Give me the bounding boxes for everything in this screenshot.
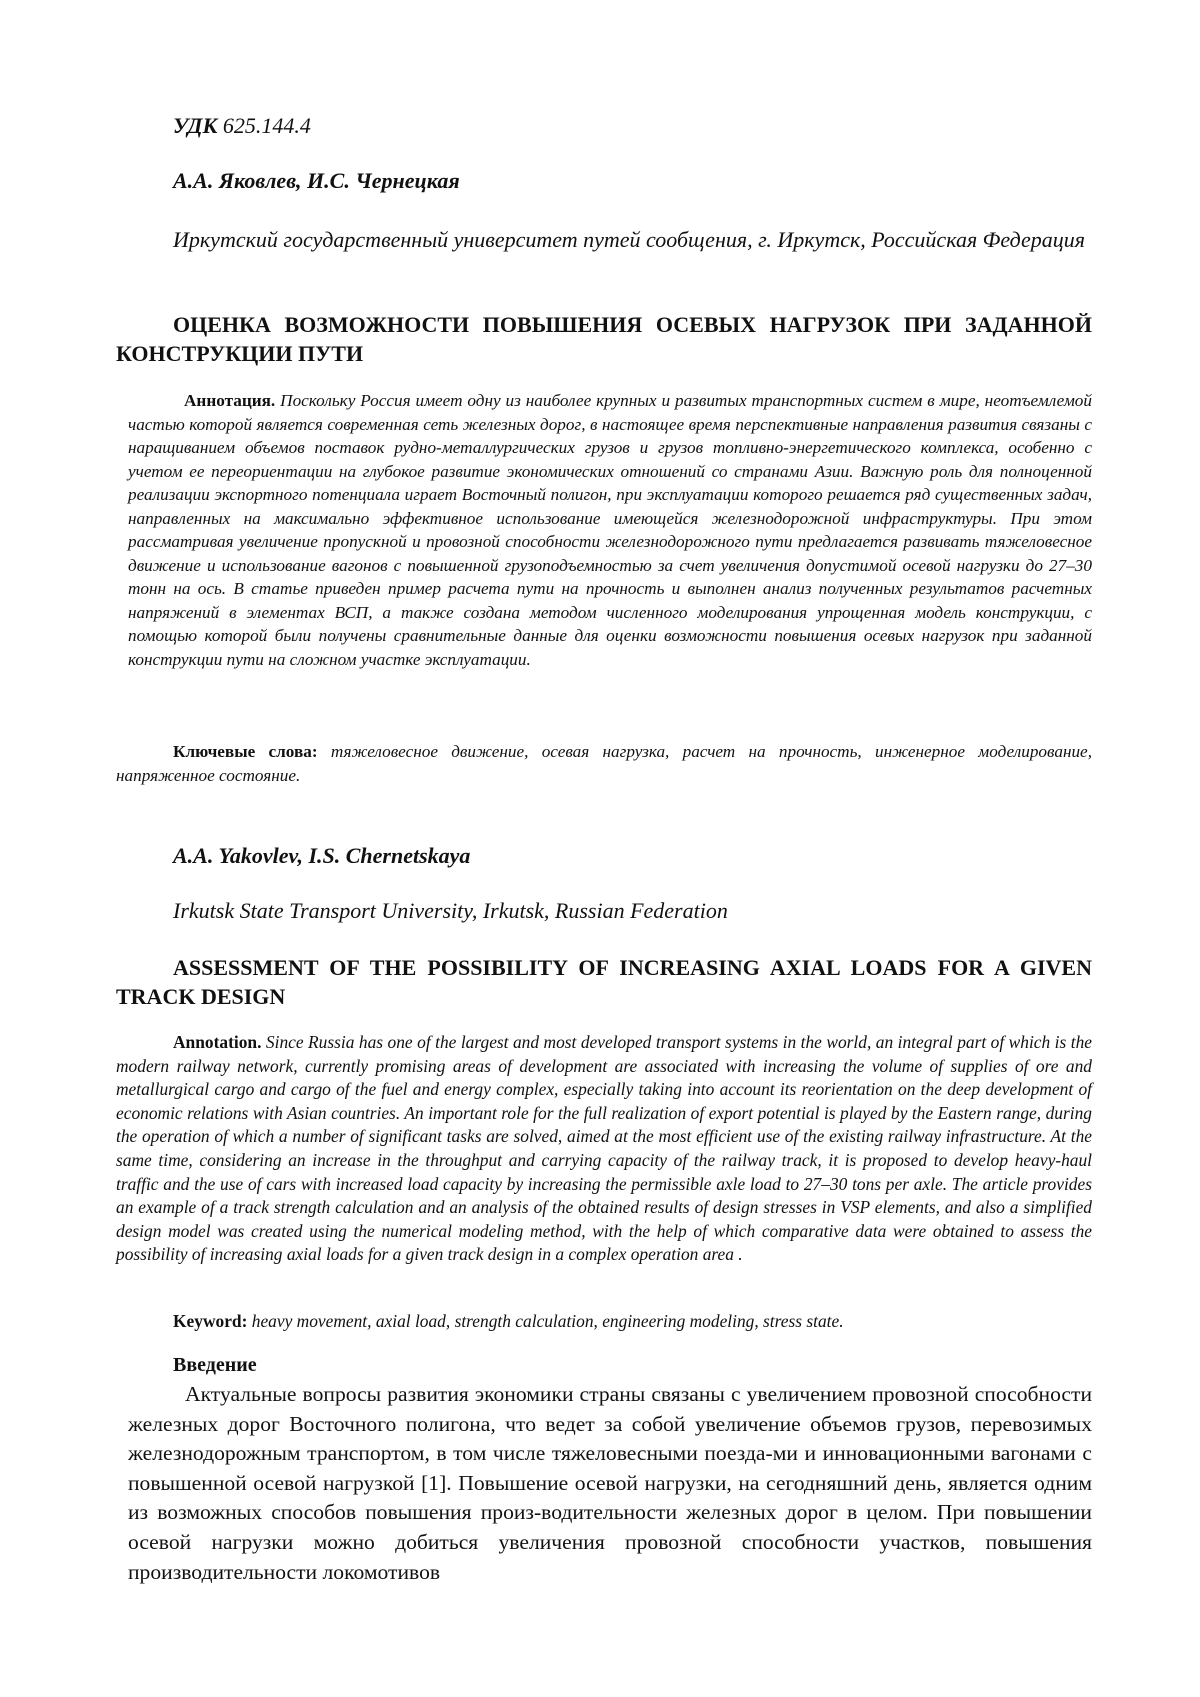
abstract-ru xyxy=(128,389,1092,671)
introduction-heading: Введение xyxy=(116,1354,1149,1377)
paper-page xyxy=(0,0,1200,1697)
udk-line xyxy=(116,113,1149,139)
authors-ru: А.А. Яковлев, И.С. Чернецкая xyxy=(116,168,1149,194)
abstract-ru-label: Аннотация. xyxy=(184,391,275,410)
keywords-en xyxy=(116,1309,1149,1333)
abstract-en-text: Since Russia has one of the largest and most developed transport systems in the world, an integral part of which is the modern railway network, currently promising areas of development are associated with increasing the volume of supplies of ore and metallurgical cargo and cargo of the fuel and energy complex, especially taking into account its reorientation on the deep development of economic relations with Asian countries. An important role for the full realization of export potential is played by the Eastern range, during the operation of which a number of significant tasks are solved, aimed at the most efficient use of the existing railway infrastructure. At the same time, considering an increase in the throughput and carrying capacity of the railway track, it is proposed to develop heavy-haul traffic and the use of cars with increased load capacity by increasing the permissible axle load to 27–30 tons per axle. The article provides an example of a track strength calculation and an analysis of the obtained results of design stresses in VSP elements, and also a simplified design model was created using the numerical modeling method, with the help of which comparative data were obtained to assess the possibility of increasing axial loads for a given track design in a complex operation area . xyxy=(116,1032,1092,1264)
udk-label: УДК xyxy=(173,113,217,138)
keywords-en-label: Keyword: xyxy=(173,1311,247,1331)
affiliation-en: Irkutsk State Transport University, Irkutsk, Russian Federation xyxy=(116,898,1149,924)
keywords-ru-label: Ключевые слова: xyxy=(173,742,318,761)
affiliation-ru: Иркутский государственный университет путей сообщения, г. Иркутск, Российская Федерация xyxy=(116,225,1092,255)
udk-code: 625.144.4 xyxy=(223,113,311,138)
title-en: ASSESSMENT OF THE POSSIBILITY OF INCREASING AXIAL LOADS FOR A GIVEN TRACK DESIGN xyxy=(116,953,1092,1011)
abstract-en-label: Annotation. xyxy=(173,1032,261,1052)
introduction-paragraph: Актуальные вопросы развития экономики страны связаны с увеличением провозной способности железных дорог Восточного полигона, что ведет за собой увеличение объемов грузов, перевозимых железнодорожным транспортом, в том числе тяжеловесными поезда-ми и инновационными вагонами с повышенной осевой нагрузкой [1]. Повышение осевой нагрузки, на сегодняшний день, является одним из возможных способов повышения произ-водительности железных дорог в целом. При повышении осевой нагрузки можно добиться увеличения провозной способности участков, повышения производительности локомотивов xyxy=(128,1380,1092,1587)
authors-en: A.A. Yakovlev, I.S. Chernetskaya xyxy=(116,843,1149,869)
title-ru: ОЦЕНКА ВОЗМОЖНОСТИ ПОВЫШЕНИЯ ОСЕВЫХ НАГРУЗОК ПРИ ЗАДАННОЙ КОНСТРУКЦИИ ПУТИ xyxy=(116,310,1092,368)
keywords-en-text: heavy movement, axial load, strength calculation, engineering modeling, stress state. xyxy=(252,1311,844,1331)
keywords-ru-text: тяжеловесное движение, осевая нагрузка, расчет на прочность, инженерное моделирование, напряженное состояние. xyxy=(116,742,1092,785)
abstract-ru-text: Поскольку Россия имеет одну из наиболее крупных и развитых транспортных систем в мире, неотъемлемой частью которой является современная сеть железных дорог, в настоящее время перспективные направления развития связаны с наращиванием объемов поставок рудно-металлургических грузов и грузов топливно-энергетического комплекса, особенно с учетом ее переориентации на глубокое развитие экономических отношений со странами Азии. Важную роль для полноценной реализации экспортного потенциала играет Восточный полигон, при эксплуатации которого решается ряд существенных задач, направленных на максимально эффективное использование имеющейся железнодорожной инфраструктуры. При этом рассматривая увеличение пропускной и провозной способности железнодорожного пути предлагается развивать тяжеловесное движение и использование вагонов с повышенной грузоподъемностью за счет увеличения допустимой осевой нагрузки до 27–30 тонн на ось. В статье приведен пример расчета пути на прочность и выполнен анализ полученных результатов расчетных напряжений в элементах ВСП, а также создана методом численного моделирования упрощенная модель конструкции, с помощью которой были получены сравнительные данные для оценки возможности повышения осевых нагрузок при заданной конструкции пути на сложном участке эксплуатации. xyxy=(128,391,1092,669)
abstract-en xyxy=(116,1031,1092,1267)
keywords-ru xyxy=(116,740,1092,788)
